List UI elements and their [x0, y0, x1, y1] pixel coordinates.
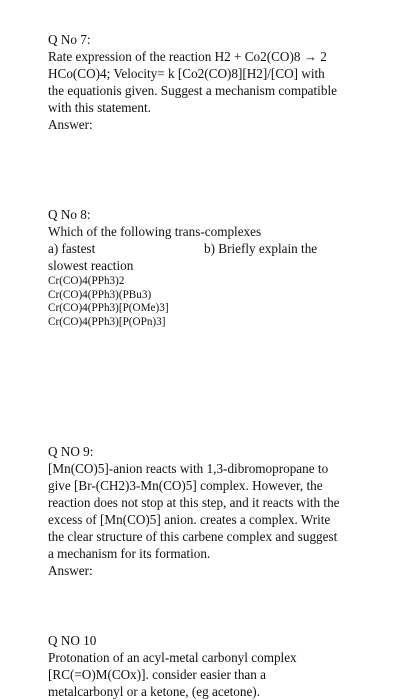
question-10-line: Protonation of an acyl-metal carbonyl complex: [48, 650, 297, 665]
question-7-line: with this statement.: [48, 100, 151, 115]
complex-item: Cr(CO)4(PPh3)[P(OPn)3]: [48, 315, 166, 328]
question-10-line: metalcarbonyl or a ketone, (eg acetone).: [48, 684, 260, 699]
question-7-line: the equationis given. Suggest a mechanism compatible: [48, 83, 337, 98]
question-8-slowest: slowest reaction: [48, 258, 134, 273]
question-8-intro: Which of the following trans-complexes: [48, 224, 262, 239]
question-8-part-b: b) Briefly explain the: [204, 241, 318, 256]
question-8-parts-row: [48, 240, 368, 257]
question-9-line: the clear structure of this carbene complex and suggest: [48, 529, 338, 544]
question-9-answer-label: Answer:: [48, 563, 93, 578]
question-9-heading: Q NO 9:: [48, 444, 94, 459]
question-8-heading: Q No 8:: [48, 207, 91, 222]
question-7-answer-label: Answer:: [48, 117, 93, 132]
question-9-line: a mechanism for its formation.: [48, 546, 211, 561]
complex-item: Cr(CO)4(PPh3)2: [48, 275, 125, 287]
question-7-heading: Q No 7:: [48, 32, 91, 47]
question-9-line: give [Br-(CH2)3-Mn(CO)5] complex. However, the: [48, 478, 323, 493]
question-9-line: reaction does not stop at this step, and it reacts with the: [48, 495, 340, 510]
question-7-line: Rate expression of the reaction H2 + Co2(CO)8 → 2: [48, 49, 327, 64]
question-9-line: [Mn(CO)5]-anion reacts with 1,3-dibromopropane to: [48, 461, 329, 476]
question-10: [48, 632, 368, 700]
complex-item: Cr(CO)4(PPh3)(PBu3): [48, 288, 152, 301]
question-9: [48, 443, 368, 579]
question-10-heading: Q NO 10: [48, 633, 97, 648]
question-9-line: excess of [Mn(CO)5] anion. creates a complex. Write: [48, 512, 331, 527]
complex-list: [48, 275, 368, 329]
question-8: [48, 206, 368, 329]
question-7: [48, 31, 368, 133]
question-8-part-a: a) fastest: [48, 241, 96, 256]
question-7-line: HCo(CO)4; Velocity= k [Co2(CO)8][H2]/[CO] with: [48, 66, 325, 81]
question-10-line: [RC(=O)M(COx)]. consider easier than a: [48, 667, 267, 682]
complex-item: Cr(CO)4(PPh3)[P(OMe)3]: [48, 302, 169, 314]
